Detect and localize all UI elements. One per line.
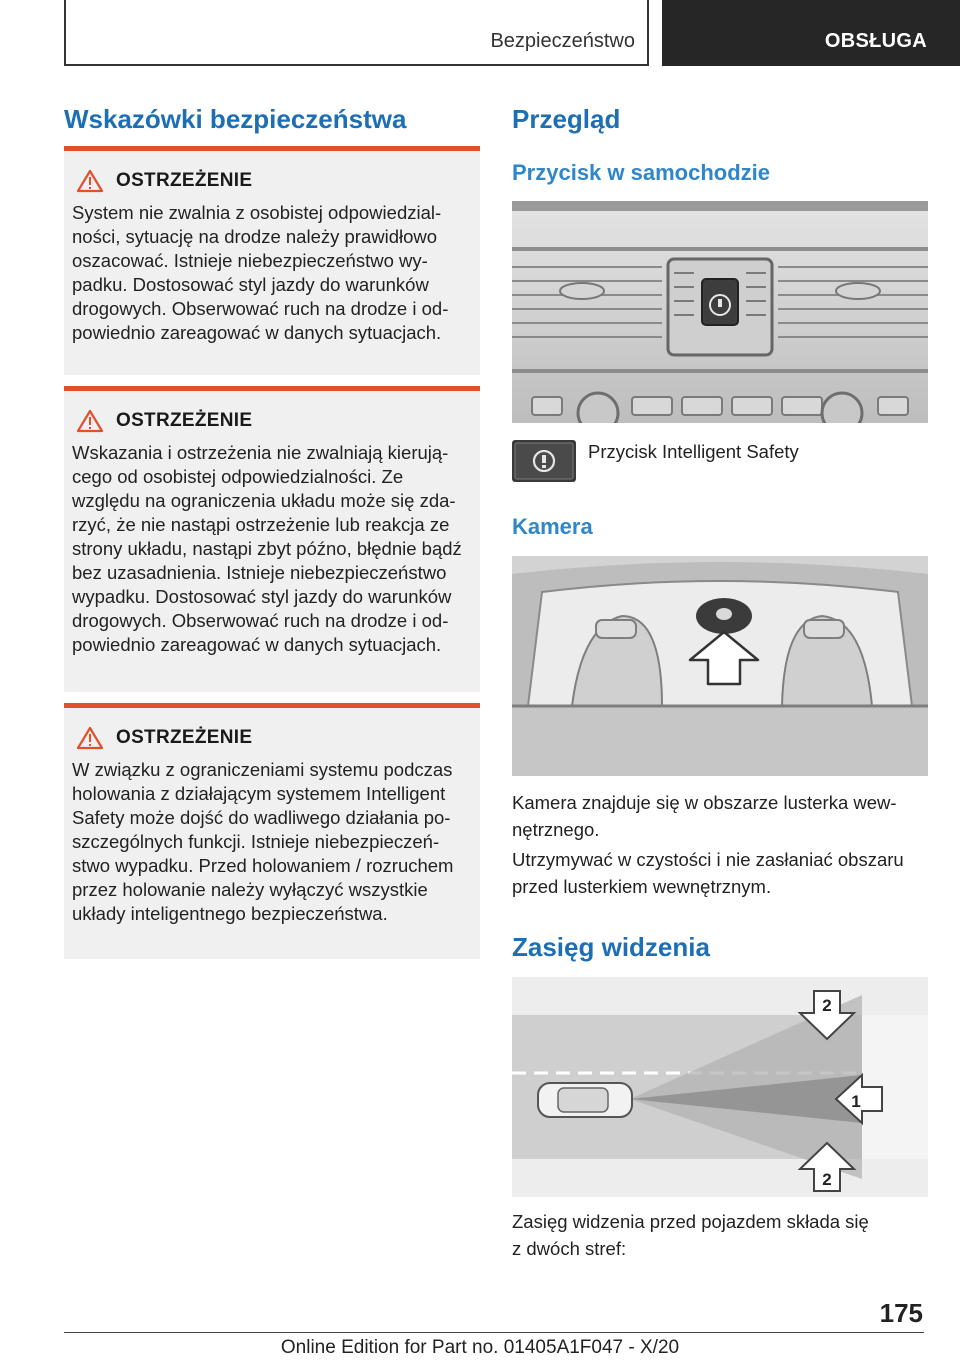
chapter-title: OBSŁUGA [824,30,927,52]
text-line: bez uzasadnienia. Istnieje niebezpieczeństwo [72,562,447,583]
text-line: strony układu, nastąpi zbyt późno, błędnie bądź [72,538,462,559]
camera-location-text [512,789,897,843]
text-line: przez holowanie należy wyłączyć wszystkie [72,879,428,900]
camera-care-text [512,846,904,900]
button-caption: Przycisk Intelligent Safety [588,441,799,462]
text-line: nętrznego. [512,819,600,840]
warning-text [72,201,466,345]
warning-title: OSTRZEŻENIE [116,170,253,191]
warning-triangle-icon [76,409,104,433]
warning-triangle-icon [76,726,104,750]
warning-triangle-icon [76,169,104,193]
footer-divider [64,1332,924,1333]
warning-box-1 [64,146,480,375]
chapter-tab [662,0,960,66]
running-header-section [64,0,649,66]
zone-label-2-bottom: 2 [822,1170,832,1189]
text-line: holowania z działającym systemem Intelligent [72,783,446,804]
text-line: rzyć, że nie nastąpi ostrzeżenie lub reakcja ze [72,514,450,535]
camera-heading: Kamera [512,514,593,539]
intelligent-safety-button-icon [512,440,576,482]
text-line: względu na ograniczenia układu może się zda- [72,490,456,511]
text-line: ności, sytuację na drodze należy prawidłowo [72,226,438,247]
text-line: wypadku. Dostosować styl jazdy do warunków [72,586,452,607]
edition-footer: Online Edition for Part no. 01405A1F047 - X/20 [280,1337,680,1358]
text-line: System nie zwalnia z osobistej odpowiedzial- [72,202,442,223]
text-line: padku. Dostosować styl jazdy do warunków [72,274,429,295]
text-line: oszacować. Istnieje niebezpieczeństwo wy- [72,250,428,271]
warning-text [72,441,466,657]
safety-notes-heading: Wskazówki bezpieczeństwa [64,104,407,134]
text-line: układy inteligentnego bezpieczeństwa. [72,903,388,924]
warning-title: OSTRZEŻENIE [116,410,253,431]
text-line: z dwóch stref: [512,1238,627,1259]
text-line: Wskazania i ostrzeżenia nie zwalniają kierują- [72,442,449,463]
zone-label-2-top: 2 [822,996,832,1015]
warning-box-3 [64,703,480,959]
text-line: przed lusterkiem wewnętrznym. [512,876,772,897]
detection-range-figure [512,977,928,1197]
overview-heading: Przegląd [512,104,621,134]
text-line: powiednio zareagować w danych sytuacjach. [72,634,442,655]
text-line: Zasięg widzenia przed pojazdem składa się [512,1211,869,1232]
text-line: cego od osobistej odpowiedzialności. Ze [72,466,404,487]
text-line: szczególnych funkcji. Istnieje niebezpieczeń- [72,831,440,852]
text-line: W związku z ograniczeniami systemu podczas [72,759,453,780]
section-title: Bezpieczeństwo [490,30,635,52]
warning-box-2 [64,386,480,692]
range-heading: Zasięg widzenia [512,932,710,962]
zone-label-1: 1 [851,1092,861,1111]
text-line: drogowych. Obserwować ruch na drodze i od- [72,298,449,319]
text-line: Kamera znajduje się w obszarze lusterka wew- [512,792,897,813]
dashboard-button-figure [512,201,928,423]
range-description-text [512,1208,869,1262]
warning-text [72,758,466,926]
button-in-car-heading: Przycisk w samochodzie [512,160,770,185]
camera-figure [512,556,928,776]
text-line: drogowych. Obserwować ruch na drodze i od- [72,610,449,631]
text-line: Safety może dojść do wadliwego działania po- [72,807,451,828]
warning-title: OSTRZEŻENIE [116,727,253,748]
text-line: stwo wypadku. Przed holowaniem / rozruchem [72,855,454,876]
text-line: Utrzymywać w czystości i nie zasłaniać obszaru [512,849,904,870]
text-line: powiednio zareagować w danych sytuacjach. [72,322,442,343]
page-number: 175 [879,1298,923,1328]
